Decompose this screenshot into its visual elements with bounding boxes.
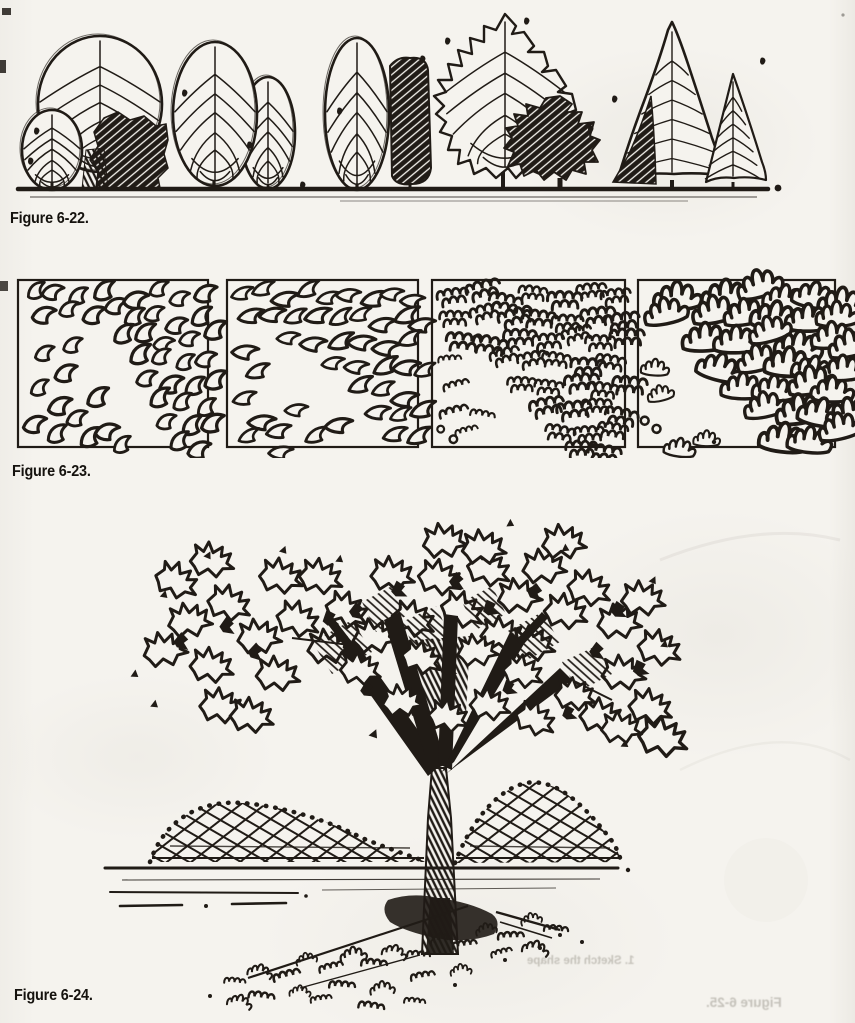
figure-6-22-caption: Figure 6-22. (10, 210, 89, 227)
figure-6-22-drawing (0, 0, 855, 250)
figure-6-24-caption: Figure 6-24. (14, 987, 93, 1004)
figure-6-24-drawing (0, 505, 855, 1023)
bleed-through-caption: Figure 6-25. (706, 995, 782, 1010)
bleed-through-note: 1. Sketch the shape (527, 955, 635, 967)
figure-6-23-caption: Figure 6-23. (12, 463, 91, 480)
figure-6-23-drawing (0, 258, 855, 458)
